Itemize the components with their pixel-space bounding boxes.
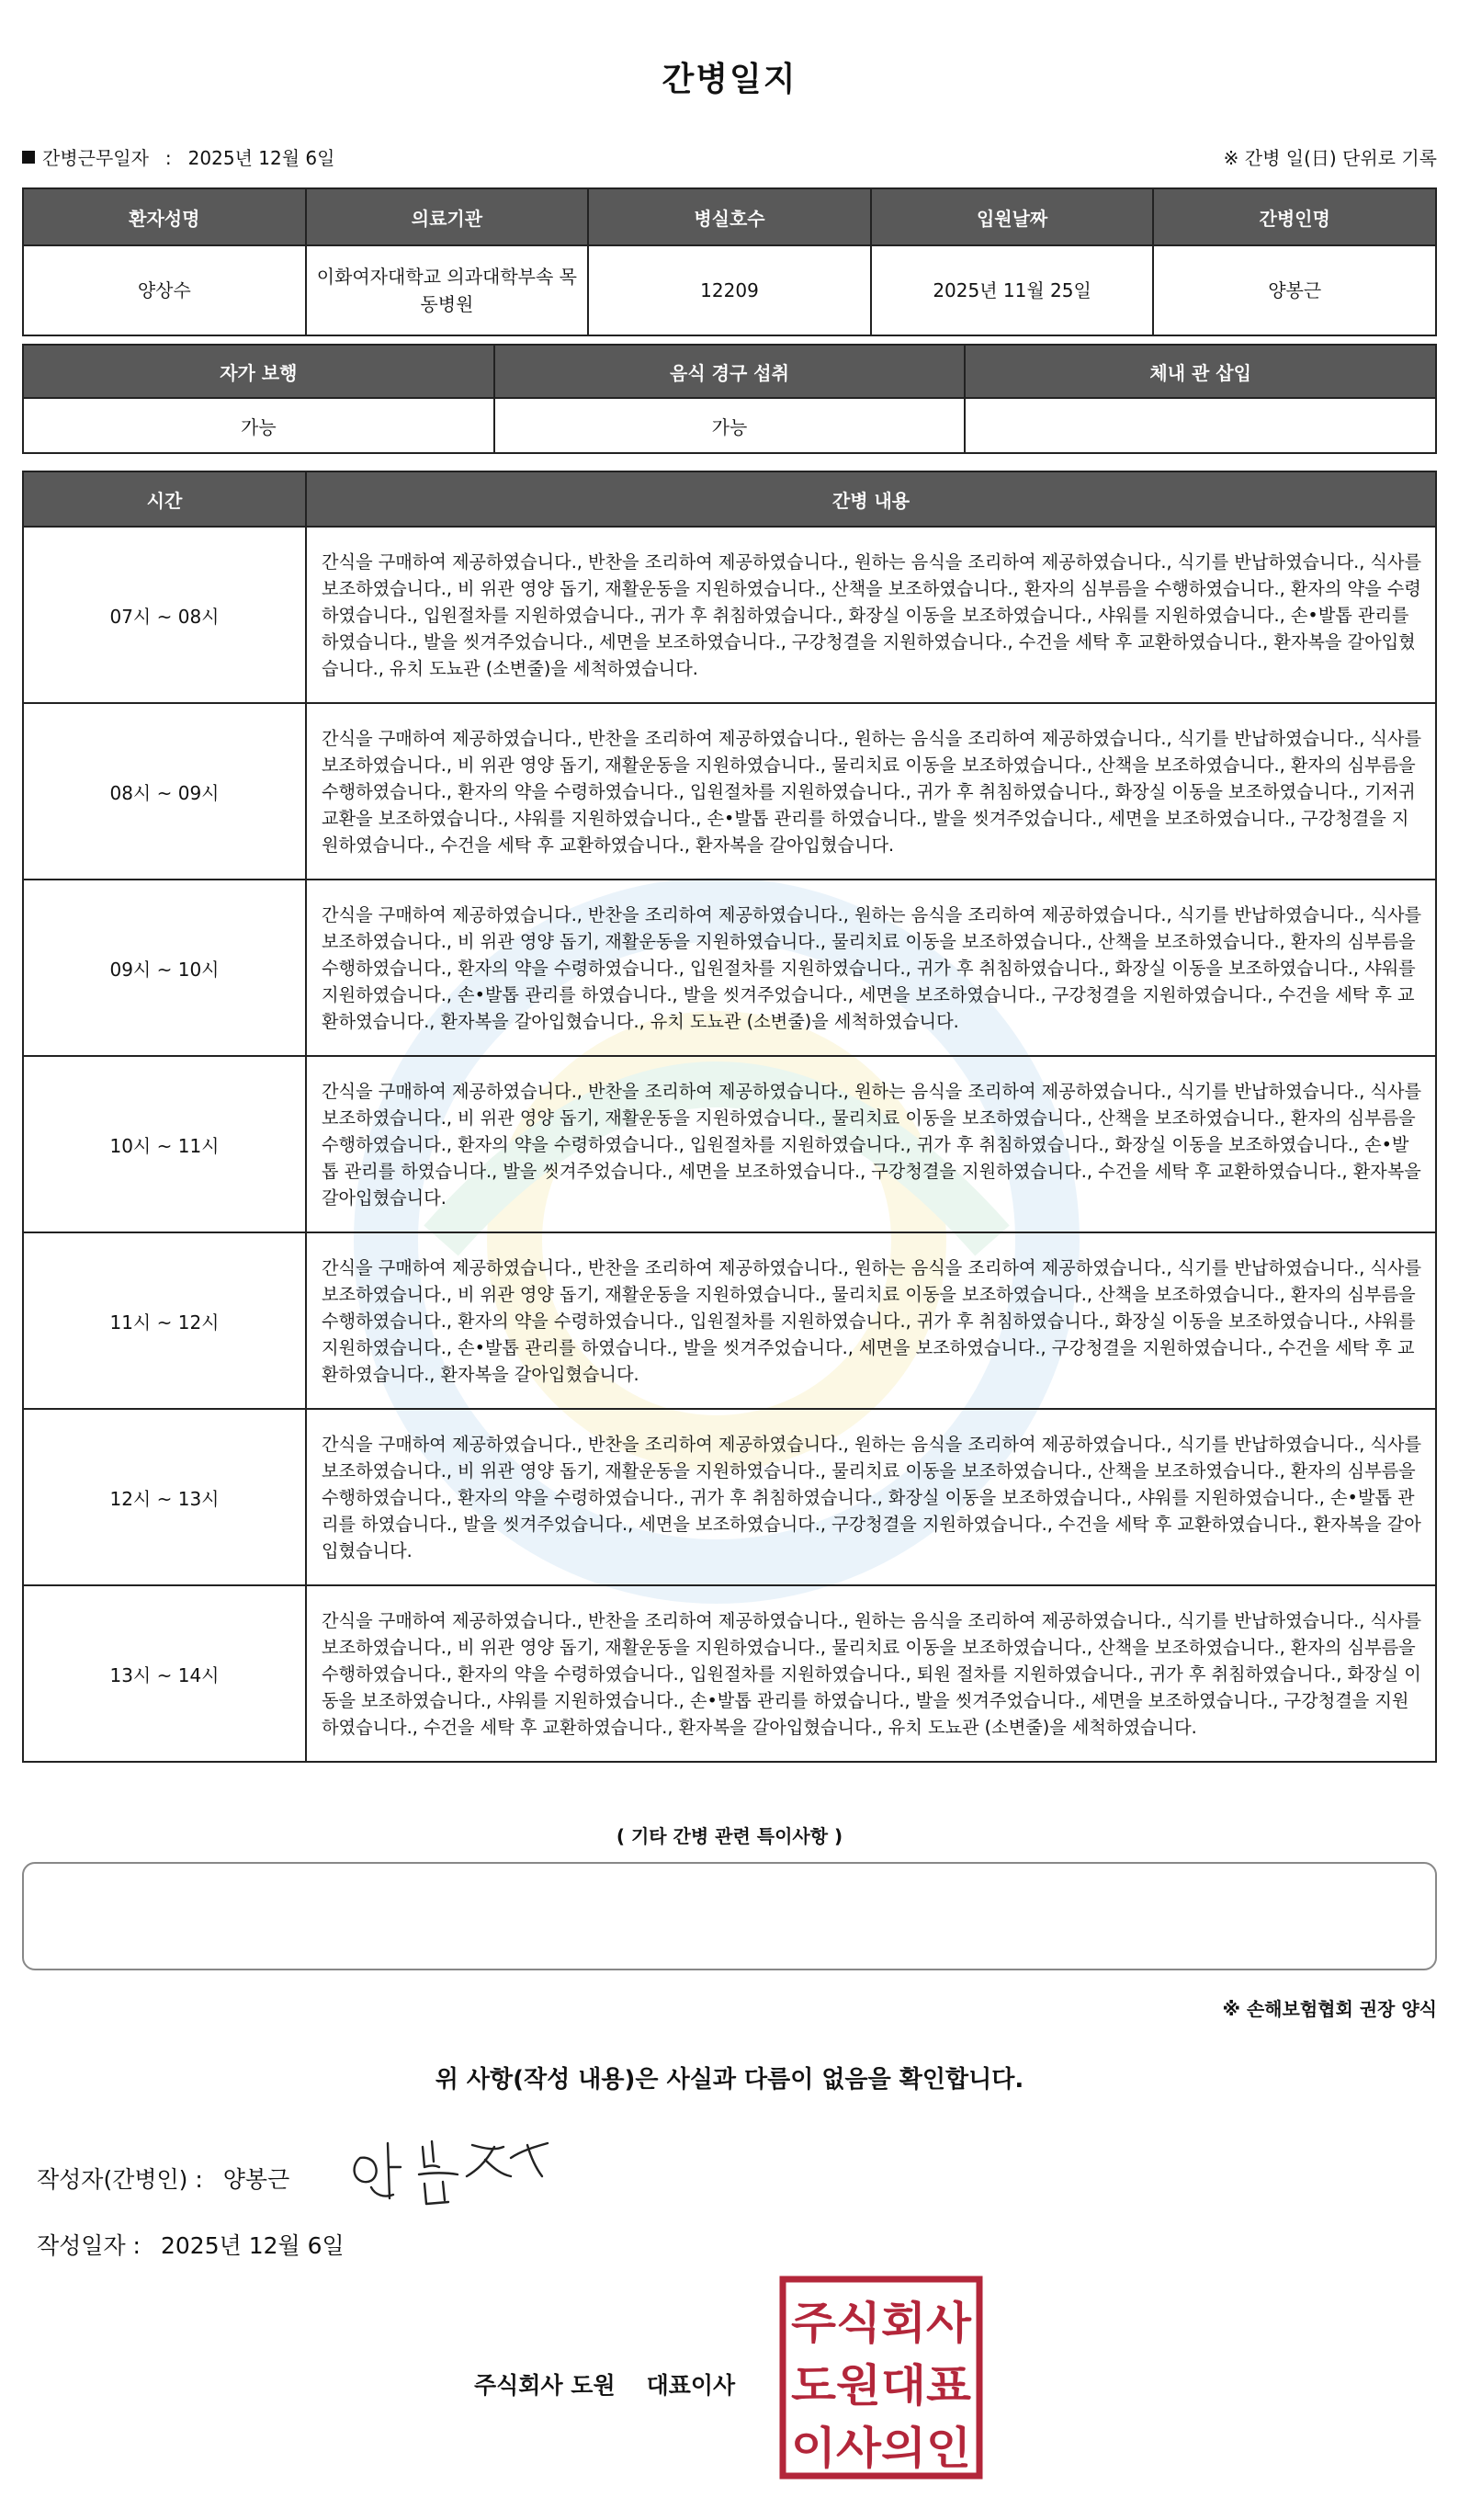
time-slot: 13시 ~ 14시 [23, 1585, 306, 1762]
written-date-label: 작성일자 : [37, 2232, 141, 2259]
care-date-label: 간병근무일자 [42, 147, 149, 169]
header-self-walking: 자가 보행 [23, 345, 494, 398]
care-content: 간식을 구매하여 제공하였습니다., 반찬을 조리하여 제공하였습니다., 원하는 음식을 조리하여 제공하였습니다., 식기를 반납하였습니다., 식사를 보조하였습니다., 비 위관 영양 돕기, 재활운동을 지원하였습니다., 물리치료 이동을 보조하였습니다., 산책을 보조하였습니다., 환자의 심부름을 수행하였습니다., 환자의 약을 수령하였습니다., 귀가 후 취침하였습니다., 화장실 이동을 보조하였습니다., 샤워를 지원하였습니다., 손•발톱 관리를 하였습니다., 발을 씻겨주었습니다., 세면을 보조하였습니다., 구강청결을 지원하였습니다., 수건을 세탁 후 교환하였습니다., 환자복을 갈아입혔습니다. [306, 1409, 1436, 1585]
time-slot: 10시 ~ 11시 [23, 1056, 306, 1232]
document-title: 간병일지 [662, 61, 797, 98]
admission-date: 2025년 11월 25일 [871, 245, 1154, 335]
table-row [23, 880, 1436, 1056]
table-row [23, 527, 1436, 703]
time-slot: 12시 ~ 13시 [23, 1409, 306, 1585]
tube-insertion-value [965, 398, 1436, 453]
ceo-title: 대표이사 [646, 2372, 736, 2399]
header-room-number: 병실호수 [588, 188, 871, 245]
table-row [23, 1409, 1436, 1585]
care-date-line [22, 143, 334, 170]
form-source-note: ※ 손해보험협회 권장 양식 [1222, 1998, 1437, 2020]
care-content: 간식을 구매하여 제공하였습니다., 반찬을 조리하여 제공하였습니다., 원하는 음식을 조리하여 제공하였습니다., 식기를 반납하였습니다., 식사를 보조하였습니다., 비 위관 영양 돕기, 재활운동을 지원하였습니다., 물리치료 이동을 보조하였습니다., 산책을 보조하였습니다., 환자의 심부름을 수행하였습니다., 환자의 약을 수령하였습니다., 입원절차를 지원하였습니다., 귀가 후 취침하였습니다., 화장실 이동을 보조하였습니다., 손•발톱 관리를 하였습니다., 발을 씻겨주었습니다., 세면을 보조하였습니다., 구강청결을 지원하였습니다., 수건을 세탁 후 교환하였습니다., 환자복을 갈아입혔습니다. [306, 1056, 1436, 1232]
patient-info-header-row [23, 188, 1436, 245]
header-caregiver-name: 간병인명 [1153, 188, 1436, 245]
writer-label: 작성자(간병인) : [37, 2166, 203, 2193]
patient-info-table [22, 187, 1437, 336]
oral-intake-value: 가능 [494, 398, 966, 453]
company-line [474, 2367, 735, 2401]
header-patient-name: 환자성명 [23, 188, 306, 245]
header-admission-date: 입원날짜 [871, 188, 1154, 245]
seal-line: 도원대표 [791, 2360, 972, 2412]
seal-line: 이사의인 [791, 2423, 971, 2474]
seal-line: 주식회사 [791, 2298, 972, 2349]
header-tube-insertion: 체내 관 삽입 [965, 345, 1436, 398]
room-number: 12209 [588, 245, 871, 335]
time-slot: 09시 ~ 10시 [23, 880, 306, 1056]
patient-status-value-row [23, 398, 1436, 453]
care-content: 간식을 구매하여 제공하였습니다., 반찬을 조리하여 제공하였습니다., 원하는 음식을 조리하여 제공하였습니다., 식기를 반납하였습니다., 식사를 보조하였습니다., 비 위관 영양 돕기, 재활운동을 지원하였습니다., 물리치료 이동을 보조하였습니다., 산책을 보조하였습니다., 환자의 심부름을 수행하였습니다., 환자의 약을 수령하였습니다., 입원절차를 지원하였습니다., 귀가 후 취침하였습니다., 화장실 이동을 보조하였습니다., 샤워를 지원하였습니다., 손•발톱 관리를 하였습니다., 발을 씻겨주었습니다., 세면을 보조하였습니다., 구강청결을 지원하였습니다., 수건을 세탁 후 교환하였습니다., 환자복을 갈아입혔습니다. [306, 1232, 1436, 1409]
written-date-line [37, 2228, 345, 2261]
care-content: 간식을 구매하여 제공하였습니다., 반찬을 조리하여 제공하였습니다., 원하는 음식을 조리하여 제공하였습니다., 식기를 반납하였습니다., 식사를 보조하였습니다., 비 위관 영양 돕기, 재활운동을 지원하였습니다., 물리치료 이동을 보조하였습니다., 산책을 보조하였습니다., 환자의 심부름을 수행하였습니다., 환자의 약을 수령하였습니다., 입원절차를 지원하였습니다., 귀가 후 취침하였습니다., 화장실 이동을 보조하였습니다., 기저귀 교환을 보조하였습니다., 샤워를 지원하였습니다., 손•발톱 관리를 하였습니다., 발을 씻겨주었습니다., 세면을 보조하였습니다., 구강청결을 지원하였습니다., 수건을 세탁 후 교환하였습니다., 환자복을 갈아입혔습니다. [306, 703, 1436, 880]
handwritten-signature [347, 2130, 559, 2209]
care-content: 간식을 구매하여 제공하였습니다., 반찬을 조리하여 제공하였습니다., 원하는 음식을 조리하여 제공하였습니다., 식기를 반납하였습니다., 식사를 보조하였습니다., 비 위관 영양 돕기, 재활운동을 지원하였습니다., 산책을 보조하였습니다., 환자의 심부름을 수행하였습니다., 환자의 약을 수령하였습니다., 입원절차를 지원하였습니다., 귀가 후 취침하였습니다., 화장실 이동을 보조하였습니다., 샤워를 지원하였습니다., 손•발톱 관리를 하였습니다., 발을 씻겨주었습니다., 세면을 보조하였습니다., 구강청결을 지원하였습니다., 수건을 세탁 후 교환하였습니다., 환자복을 갈아입혔습니다., 유치 도뇨관 (소변줄)을 세척하였습니다. [306, 527, 1436, 703]
table-row [23, 1232, 1436, 1409]
time-slot: 08시 ~ 09시 [23, 703, 306, 880]
header-time: 시간 [23, 471, 306, 527]
writer-name: 양봉근 [222, 2166, 290, 2193]
patient-status-header-row [23, 345, 1436, 398]
header-care-content: 간병 내용 [306, 471, 1436, 527]
patient-status-table [22, 344, 1437, 454]
time-slot: 07시 ~ 08시 [23, 527, 306, 703]
special-notes-title: ( 기타 간병 관련 특이사항 ) [616, 1825, 843, 1847]
header-oral-intake: 음식 경구 섭취 [494, 345, 966, 398]
square-bullet-icon [22, 151, 35, 164]
special-notes-box [22, 1862, 1437, 1970]
time-slot: 11시 ~ 12시 [23, 1232, 306, 1409]
care-date-value: 2025년 12월 6일 [187, 147, 335, 169]
table-row [23, 1585, 1436, 1762]
record-unit-note: ※ 간병 일(日) 단위로 기록 [1223, 147, 1437, 169]
care-content: 간식을 구매하여 제공하였습니다., 반찬을 조리하여 제공하였습니다., 원하는 음식을 조리하여 제공하였습니다., 식기를 반납하였습니다., 식사를 보조하였습니다., 비 위관 영양 돕기, 재활운동을 지원하였습니다., 물리치료 이동을 보조하였습니다., 산책을 보조하였습니다., 환자의 심부름을 수행하였습니다., 환자의 약을 수령하였습니다., 입원절차를 지원하였습니다., 귀가 후 취침하였습니다., 화장실 이동을 보조하였습니다., 샤워를 지원하였습니다., 손•발톱 관리를 하였습니다., 발을 씻겨주었습니다., 세면을 보조하였습니다., 구강청결을 지원하였습니다., 수건을 세탁 후 교환하였습니다., 환자복을 갈아입혔습니다., 유치 도뇨관 (소변줄)을 세척하였습니다. [306, 880, 1436, 1056]
confirmation-statement: 위 사항(작성 내용)은 사실과 다름이 없음을 확인합니다. [435, 2066, 1024, 2094]
hospital-name [306, 245, 589, 335]
table-row [23, 703, 1436, 880]
care-date-separator: : [164, 147, 172, 169]
care-log-table [22, 471, 1437, 1763]
header-hospital: 의료기관 [306, 188, 589, 245]
patient-info-value-row [23, 245, 1436, 335]
table-row [23, 1056, 1436, 1232]
care-log-header-row [23, 471, 1436, 527]
caregiver-name: 양봉근 [1153, 245, 1436, 335]
written-date-value: 2025년 12월 6일 [160, 2232, 345, 2259]
care-content: 간식을 구매하여 제공하였습니다., 반찬을 조리하여 제공하였습니다., 원하는 음식을 조리하여 제공하였습니다., 식기를 반납하였습니다., 식사를 보조하였습니다., 비 위관 영양 돕기, 재활운동을 지원하였습니다., 물리치료 이동을 보조하였습니다., 산책을 보조하였습니다., 환자의 심부름을 수행하였습니다., 환자의 약을 수령하였습니다., 입원절차를 지원하였습니다., 퇴원 절차를 지원하였습니다., 귀가 후 취침하였습니다., 화장실 이동을 보조하였습니다., 샤워를 지원하였습니다., 손•발톱 관리를 하였습니다., 발을 씻겨주었습니다., 세면을 보조하였습니다., 구강청결을 지원하였습니다., 수건을 세탁 후 교환하였습니다., 환자복을 갈아입혔습니다., 유치 도뇨관 (소변줄)을 세척하였습니다. [306, 1585, 1436, 1762]
patient-name: 양상수 [23, 245, 306, 335]
company-name: 주식회사 도원 [474, 2372, 616, 2399]
self-walking-value: 가능 [23, 398, 494, 453]
writer-line [37, 2162, 289, 2195]
hospital-name-text: 이화여자대학교 의과대학부속 목동병원 [316, 266, 577, 315]
company-seal-stamp [777, 2274, 985, 2481]
